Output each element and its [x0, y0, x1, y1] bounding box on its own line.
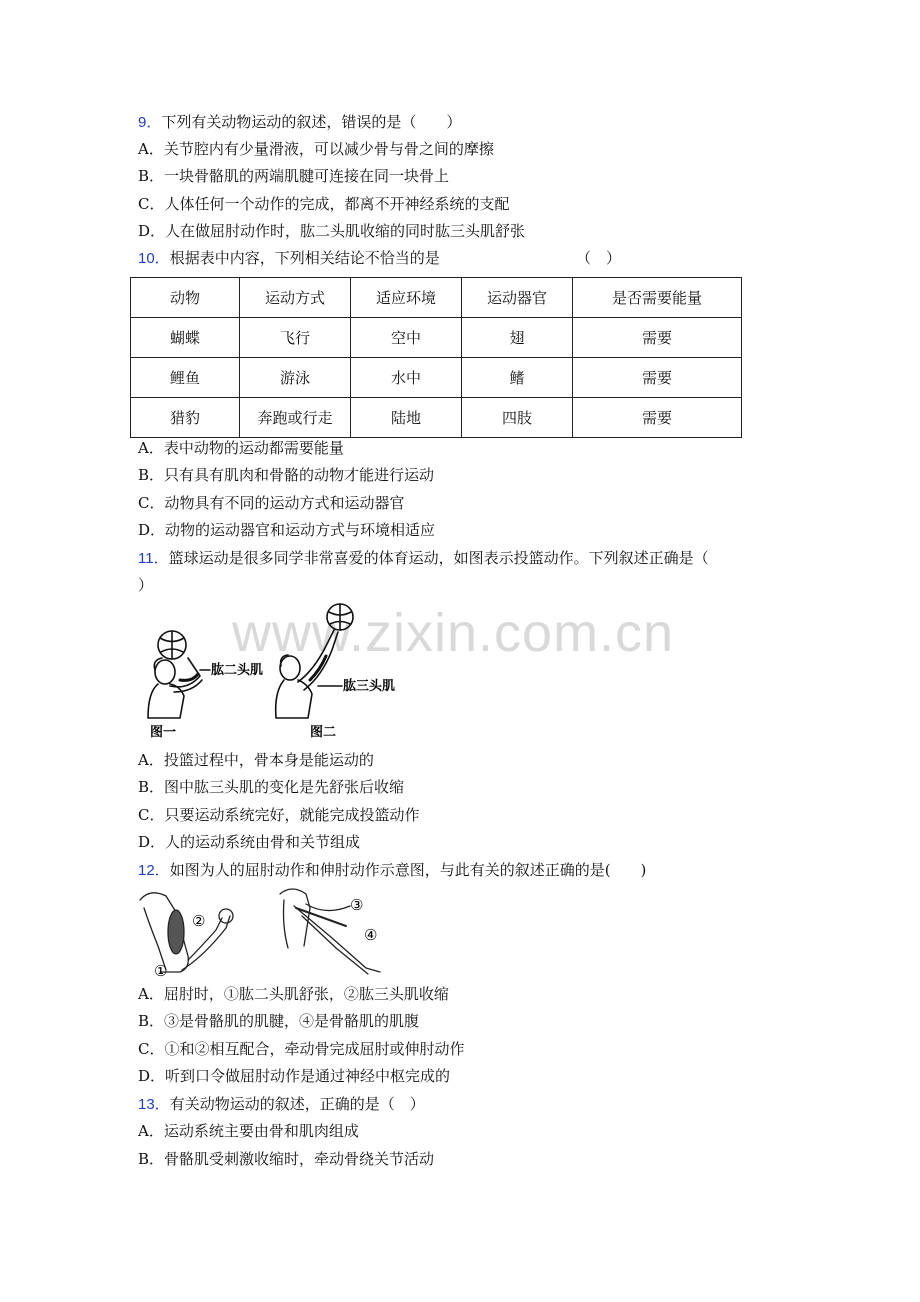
- marker-3: ③: [350, 896, 364, 914]
- table-cell: 四肢: [462, 398, 573, 438]
- question-9-stem: [138, 112, 461, 133]
- question-number: 13．: [138, 1096, 170, 1113]
- option-a: A．屈肘时，①肱二头肌舒张，②肱三头肌收缩: [138, 985, 449, 1003]
- option-b: B．一块骨骼肌的两端肌腱可连接在同一块骨上: [138, 167, 450, 185]
- marker-2: ②: [192, 912, 206, 930]
- table-header-cell: 运动方式: [240, 278, 351, 318]
- option-b: B．图中肱三头肌的变化是先舒张后收缩: [138, 778, 405, 796]
- caption-figure-1: 图一: [150, 724, 177, 739]
- elbow-flexion-extension-figure: [136, 886, 386, 978]
- option-b: B．只有具有肌肉和骨骼的动物才能进行运动: [138, 466, 435, 484]
- table-cell: 翅: [462, 318, 573, 358]
- table-row: [131, 318, 742, 358]
- question-number: 9．: [138, 114, 162, 131]
- table-cell: 鲤鱼: [131, 358, 240, 398]
- label-biceps: 肱二头肌: [211, 662, 264, 677]
- option-d: D．人的运动系统由骨和关节组成: [138, 833, 361, 851]
- table-cell: 陆地: [351, 398, 462, 438]
- marker-4: ④: [364, 926, 378, 944]
- question-11-stem: [138, 548, 709, 569]
- option-d: D．动物的运动器官和运动方式与环境相适应: [138, 521, 436, 539]
- question-text: 下列有关动物运动的叙述，错误的是（ ）: [161, 113, 462, 131]
- table-header-row: [131, 278, 742, 318]
- caption-figure-2: 图二: [310, 724, 337, 739]
- table-header-cell: 适应环境: [351, 278, 462, 318]
- table-cell: 需要: [573, 398, 742, 438]
- table-header-cell: 是否需要能量: [573, 278, 742, 318]
- question-text: 篮球运动是很多同学非常喜爱的体育运动，如图表示投篮动作。下列叙述正确是（: [168, 549, 709, 567]
- option-a: A．关节腔内有少量滑液，可以减少骨与骨之间的摩擦: [138, 140, 494, 158]
- table-header-cell: 运动器官: [462, 278, 573, 318]
- table-cell: 需要: [573, 358, 742, 398]
- question-number: 11．: [138, 550, 169, 567]
- biceps-muscle: [168, 910, 184, 954]
- question-text: 如图为人的屈肘动作和伸肘动作示意图，与此有关的叙述正确的是( ): [169, 861, 647, 879]
- table-cell: 游泳: [240, 358, 351, 398]
- watermark: www.zixin.com.cn: [232, 603, 675, 663]
- head-shape: [280, 656, 300, 680]
- question-10-stem: [138, 248, 440, 269]
- answer-bracket: （ ）: [576, 249, 622, 267]
- question-number: 10．: [138, 250, 170, 267]
- table-row: [131, 398, 742, 438]
- option-d: D．听到口令做屈肘动作是通过神经中枢完成的: [138, 1067, 451, 1085]
- option-a: A．表中动物的运动都需要能量: [138, 439, 344, 457]
- label-triceps: 肱三头肌: [343, 678, 396, 693]
- table-row: [131, 358, 742, 398]
- question-text: 根据表中内容，下列相关结论不恰当的是: [169, 249, 440, 267]
- option-b: B．③是骨骼肌的肌腱，④是骨骼肌的肌腹: [138, 1012, 420, 1030]
- table-cell: 空中: [351, 318, 462, 358]
- table-cell: 猎豹: [131, 398, 240, 438]
- table-cell: 需要: [573, 318, 742, 358]
- basketball-shooting-figure: [140, 600, 410, 740]
- head-shape: [155, 660, 175, 684]
- option-a: A．运动系统主要由骨和肌肉组成: [138, 1122, 359, 1140]
- question-13-stem: [138, 1094, 425, 1115]
- question-text: 有关动物运动的叙述，正确的是（ ）: [169, 1095, 425, 1113]
- option-c: C．动物具有不同的运动方式和运动器官: [138, 494, 405, 512]
- option-c: C．只要运动系统完好，就能完成投篮动作: [138, 806, 420, 824]
- table-cell: 奔跑或行走: [240, 398, 351, 438]
- question-number: 12．: [138, 862, 170, 879]
- table-cell: 蝴蝶: [131, 318, 240, 358]
- question-12-stem: [138, 860, 646, 881]
- question-11-stem-continued: ）: [138, 576, 154, 594]
- data-table: [130, 277, 742, 438]
- option-c: C．①和②相互配合，牵动骨完成屈肘或伸肘动作: [138, 1040, 465, 1058]
- marker-1: ①: [154, 962, 168, 978]
- option-b: B．骨骼肌受刺激收缩时，牵动骨绕关节活动: [138, 1150, 435, 1168]
- table-cell: 鳍: [462, 358, 573, 398]
- option-d: D．人在做屈肘动作时，肱二头肌收缩的同时肱三头肌舒张: [138, 222, 526, 240]
- option-a: A．投篮过程中，骨本身是能运动的: [138, 751, 374, 769]
- table-header-cell: 动物: [131, 278, 240, 318]
- table-cell: 水中: [351, 358, 462, 398]
- table-cell: 飞行: [240, 318, 351, 358]
- option-c: C．人体任何一个动作的完成，都离不开神经系统的支配: [138, 195, 510, 213]
